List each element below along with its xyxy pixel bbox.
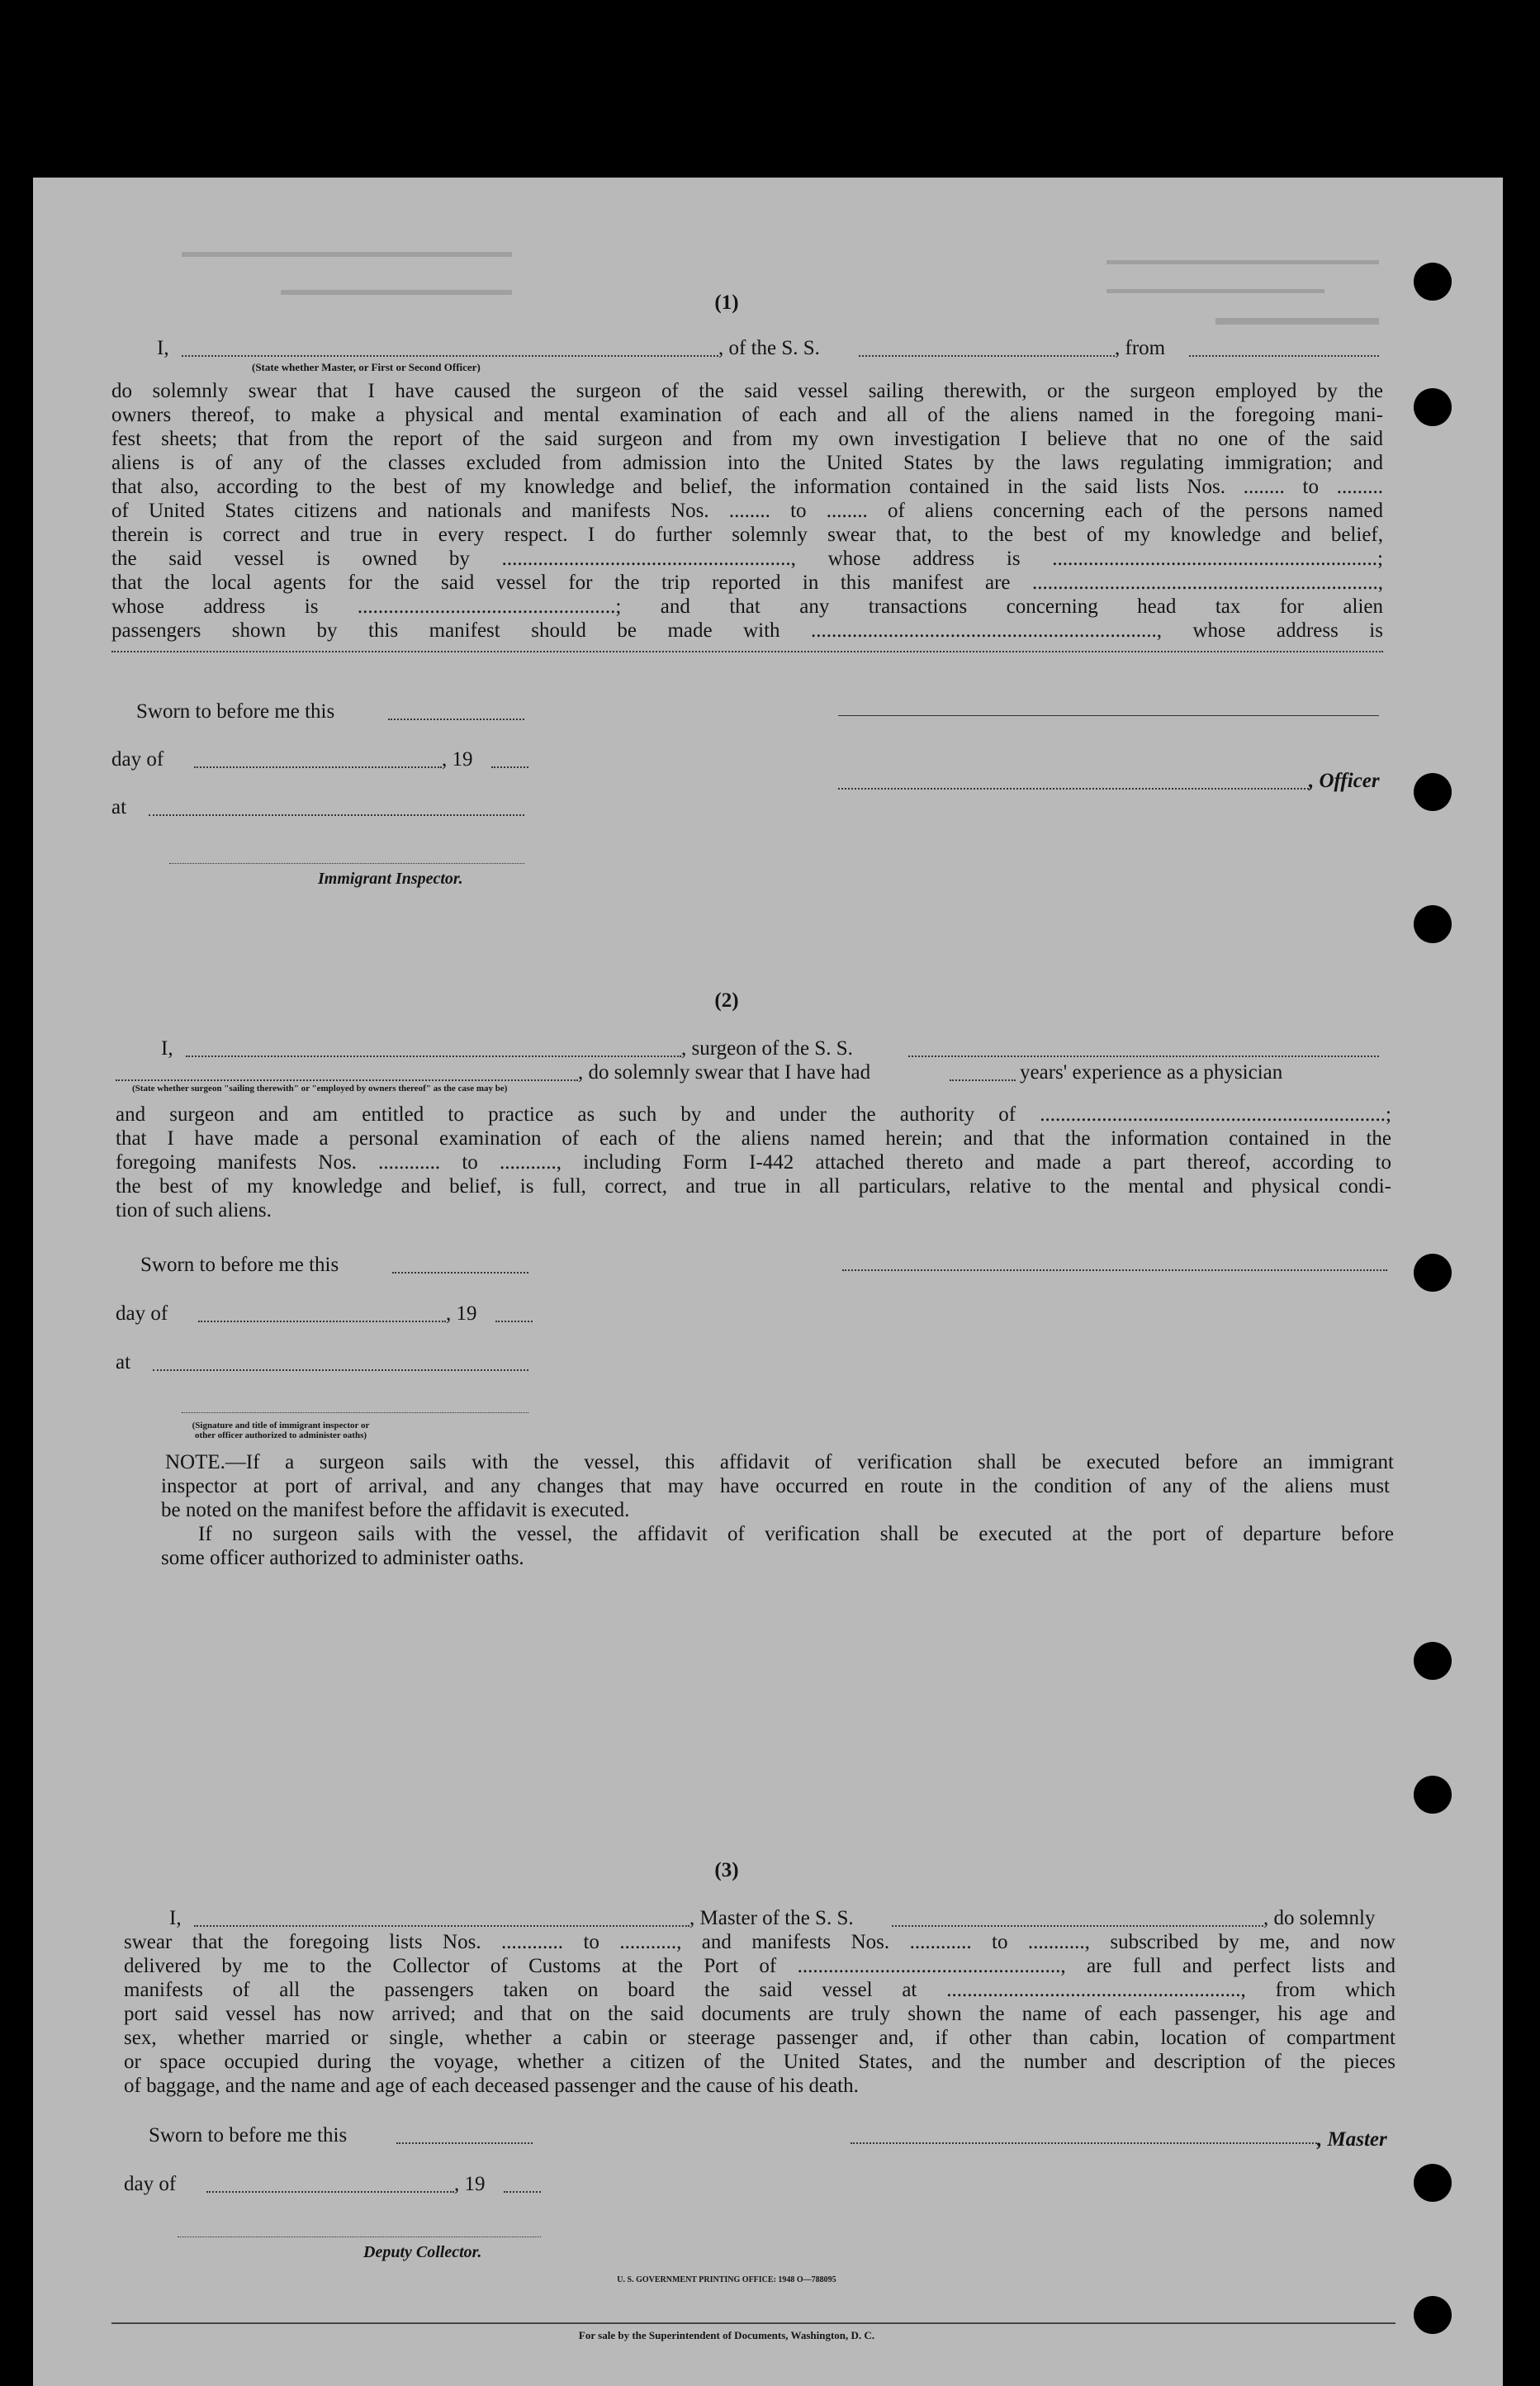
body-line: manifests of all the passengers taken on board the said vessel at ........................................................., from which bbox=[124, 1979, 1395, 2001]
inspector-label: Immigrant Inspector. bbox=[318, 870, 463, 888]
inspector-signature-line[interactable] bbox=[169, 863, 524, 864]
section-3-body bbox=[124, 1930, 1395, 2098]
body-line: owners thereof, to make a physical and mental examination of each and all of the aliens named in the foregoing mani- bbox=[111, 404, 1383, 426]
note-line: be noted on the manifest before the affidavit is executed. bbox=[161, 1499, 630, 1521]
section-3-number: (3) bbox=[714, 1859, 739, 1881]
section-2-body bbox=[116, 1103, 1391, 1222]
year-field[interactable] bbox=[495, 1321, 533, 1322]
footer-rule bbox=[111, 2322, 1395, 2324]
sworn-label: Sworn to before me this bbox=[136, 700, 335, 723]
master-label: , Master bbox=[1317, 2128, 1387, 2151]
punch-hole bbox=[1414, 1254, 1452, 1292]
body-line: the best of my knowledge and belief, is full, correct, and true in all particulars, relative to the mental and physical condi- bbox=[116, 1175, 1391, 1198]
sworn-date-field[interactable] bbox=[388, 719, 524, 720]
surgeon-of-label: , surgeon of the S. S. bbox=[681, 1037, 853, 1060]
master-vessel-field[interactable] bbox=[892, 1925, 1263, 1927]
sworn-date-field[interactable] bbox=[396, 2142, 533, 2144]
section-2-note bbox=[165, 1450, 1394, 1474]
printing-office-line: U. S. GOVERNMENT PRINTING OFFICE: 1948 O—788095 bbox=[617, 2275, 836, 2284]
at-label: at bbox=[116, 1351, 131, 1373]
punch-hole bbox=[1414, 773, 1452, 811]
year-label: , 19 bbox=[442, 748, 473, 771]
surgeon-capacity-field[interactable] bbox=[116, 1079, 578, 1081]
note-line: NOTE.—If a surgeon sails with the vessel, this affidavit of verification shall be executed before an immigrant bbox=[165, 1451, 1394, 1473]
master-signature-line[interactable] bbox=[851, 2142, 1317, 2144]
surgeon-name-field[interactable] bbox=[186, 1055, 681, 1057]
body-line: sex, whether married or single, whether a cabin or steerage passenger and, if other than cabin, location of compartment bbox=[124, 2027, 1395, 2049]
body-line: the said vessel is owned by ........................................................, whose address is ...............................................................; bbox=[111, 548, 1383, 570]
body-line: delivered by me to the Collector of Customs at the Port of ..................................................., are full and perfect lists and bbox=[124, 1955, 1395, 1977]
from-label: , from bbox=[1115, 337, 1166, 359]
body-line: therein is correct and true in every respect. I do further solemnly swear that, to the best of my knowledge and belief, bbox=[111, 524, 1383, 546]
punch-hole bbox=[1414, 2164, 1452, 2202]
note-line: inspector at port of arrival, and any changes that may have occurred en route in the condition of any of the aliens must bbox=[161, 1475, 1390, 1497]
surgeon-vessel-field[interactable] bbox=[908, 1055, 1379, 1057]
at-field[interactable] bbox=[149, 814, 524, 816]
body-line: swear that the foregoing lists Nos. ............ to ..........., and manifests Nos. ............ to ..........., subscribed by me, and now bbox=[124, 1931, 1395, 1953]
body-line: foregoing manifests Nos. ............ to ..........., including Form I-442 attached thereto and made a part thereof, according to bbox=[116, 1151, 1391, 1174]
administering-officer-note: (Signature and title of immigrant inspector or other officer authorized to administer oaths) bbox=[192, 1421, 370, 1440]
body-line: that the local agents for the said vessel for the trip reported in this manifest are ..................................................................., bbox=[111, 572, 1383, 594]
body-line: aliens is of any of the classes excluded from admission into the United States by the laws regulating immigration; and bbox=[111, 452, 1383, 474]
punch-hole bbox=[1414, 1642, 1452, 1680]
day-of-label: day of bbox=[116, 1302, 168, 1325]
officer-rank-note: (State whether Master, or First or Second Officer) bbox=[252, 361, 481, 373]
section-3-i-label: I, bbox=[169, 1907, 182, 1929]
body-line: whose address is ..................................................; and that any transactions concerning head tax for alien bbox=[111, 595, 1383, 618]
day-of-label: day of bbox=[124, 2173, 177, 2195]
body-line: do solemnly swear that I have caused the surgeon of the said vessel sailing therewith, or the surgeon employed by the bbox=[111, 380, 1383, 402]
from-port-field[interactable] bbox=[1189, 355, 1379, 357]
sale-notice: For sale by the Superintendent of Documents, Washington, D. C. bbox=[578, 2329, 875, 2341]
master-of-label: , Master of the S. S. bbox=[689, 1907, 854, 1929]
body-line: or space occupied during the voyage, whether a citizen of the United States, and the number and description of the pieces bbox=[124, 2051, 1395, 2073]
year-label: , 19 bbox=[454, 2173, 486, 2195]
punch-hole bbox=[1414, 388, 1452, 426]
body-line: of baggage, and the name and age of each deceased passenger and the cause of his death. bbox=[124, 2075, 859, 2097]
section-1-body bbox=[111, 379, 1383, 643]
body-line: of United States citizens and nationals and manifests Nos. ........ to ........ of aliens concerning each of the persons named bbox=[111, 500, 1383, 522]
officer-signature-line[interactable] bbox=[838, 715, 1379, 716]
section-1-number: (1) bbox=[714, 292, 739, 314]
form-page bbox=[33, 178, 1503, 2386]
body-end-rule bbox=[111, 651, 1383, 652]
deputy-label: Deputy Collector. bbox=[363, 2243, 482, 2261]
body-line: and surgeon and am entitled to practice as such by and under the authority of ...................................................................; bbox=[116, 1103, 1391, 1126]
master-name-field[interactable] bbox=[194, 1925, 689, 1927]
bleed-through-text bbox=[182, 227, 512, 351]
body-line: passengers shown by this manifest should be made with ..................................................................., whose address is bbox=[111, 619, 1383, 642]
day-of-label: day of bbox=[111, 748, 164, 771]
vessel-name-field[interactable] bbox=[859, 355, 1115, 357]
section-2-i-label: I, bbox=[161, 1037, 173, 1060]
sworn-label: Sworn to before me this bbox=[140, 1254, 339, 1276]
surgeon-signature-line[interactable] bbox=[842, 1269, 1387, 1271]
officer-title-field[interactable] bbox=[838, 788, 1309, 790]
note-line: If no surgeon sails with the vessel, the affidavit of verification shall be executed at the port of departure before bbox=[198, 1523, 1394, 1545]
at-label: at bbox=[111, 796, 127, 818]
body-line: tion of such aliens. bbox=[116, 1199, 272, 1221]
of-ss-label: , of the S. S. bbox=[718, 337, 820, 359]
swear-had-label: , do solemnly swear that I have had bbox=[578, 1061, 871, 1084]
years-experience-field[interactable] bbox=[950, 1079, 1016, 1081]
year-field[interactable] bbox=[504, 2191, 541, 2193]
note-line: some officer authorized to administer oaths. bbox=[161, 1547, 524, 1569]
at-field[interactable] bbox=[153, 1369, 528, 1371]
years-experience-label: years' experience as a physician bbox=[1020, 1061, 1283, 1084]
punch-hole bbox=[1414, 1776, 1452, 1814]
officer-name-field[interactable] bbox=[182, 355, 718, 357]
section-2-number: (2) bbox=[714, 989, 739, 1012]
punch-hole bbox=[1414, 905, 1452, 943]
body-line: that also, according to the best of my knowledge and belief, the information contained in the said lists Nos. ........ to ......... bbox=[111, 476, 1383, 498]
year-label: , 19 bbox=[446, 1302, 477, 1325]
note-block bbox=[161, 1474, 1394, 1570]
surgeon-capacity-note: (State whether surgeon "sailing therewith" or "employed by owners thereof" as the case may be) bbox=[132, 1084, 508, 1093]
sworn-date-field[interactable] bbox=[392, 1272, 528, 1274]
punch-hole bbox=[1414, 2296, 1452, 2334]
section-1-i-label: I, bbox=[157, 337, 169, 359]
officer-label: , Officer bbox=[1309, 770, 1380, 792]
body-line: that I have made a personal examination of each of the aliens named herein; and that the information contained in the bbox=[116, 1127, 1391, 1150]
day-of-field[interactable] bbox=[198, 1321, 446, 1322]
swear-label: , do solemnly bbox=[1263, 1907, 1376, 1929]
body-line: fest sheets; that from the report of the said surgeon and from my own investigation I believe that no one of the said bbox=[111, 428, 1383, 450]
year-field[interactable] bbox=[491, 766, 528, 768]
punch-hole bbox=[1414, 263, 1452, 301]
day-of-field[interactable] bbox=[206, 2191, 454, 2193]
sworn-label: Sworn to before me this bbox=[149, 2124, 348, 2146]
day-of-field[interactable] bbox=[194, 766, 442, 768]
administering-officer-line[interactable] bbox=[182, 1412, 528, 1413]
body-line: port said vessel has now arrived; and that on the said documents are truly shown the name of each passenger, his age and bbox=[124, 2003, 1395, 2025]
